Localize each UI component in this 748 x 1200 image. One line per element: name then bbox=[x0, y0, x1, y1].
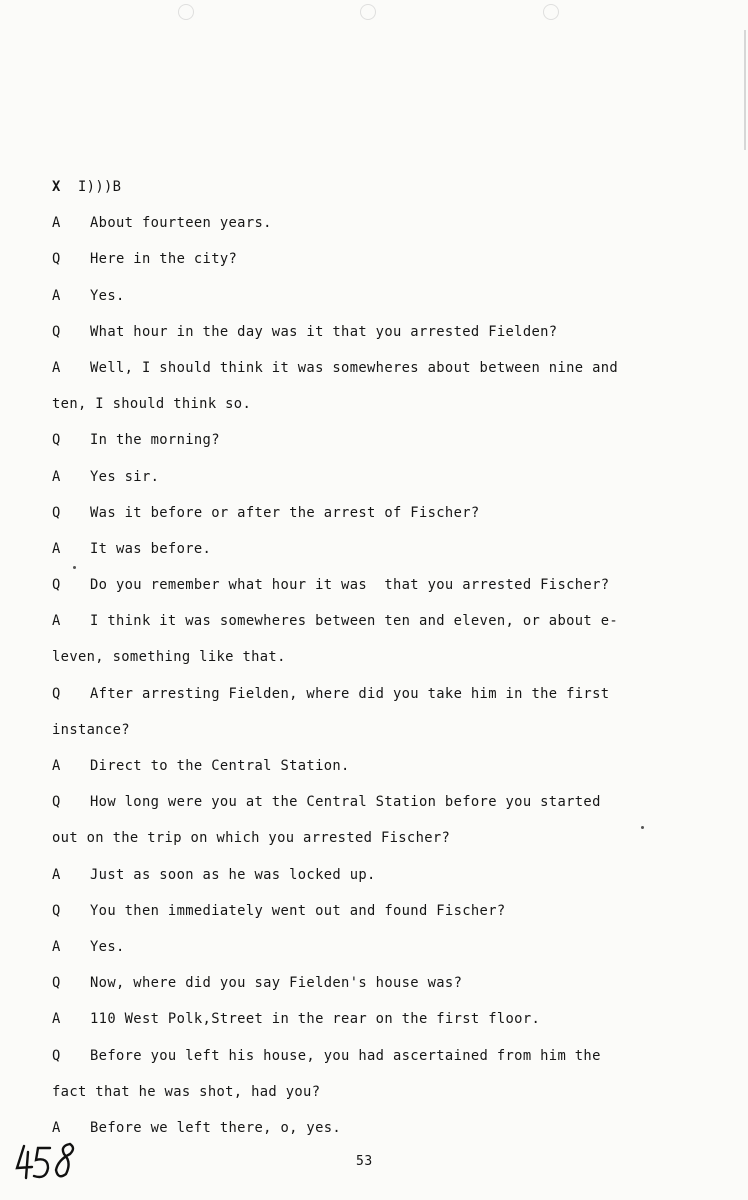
line-text: ten, I should think so. bbox=[52, 396, 252, 413]
speaker-label: Q bbox=[52, 685, 61, 702]
transcript-line bbox=[52, 974, 682, 1010]
line-text: instance? bbox=[52, 721, 130, 738]
transcript-line bbox=[52, 431, 682, 467]
speaker-label: A bbox=[52, 866, 61, 883]
line-text: Direct to the Central Station. bbox=[90, 758, 350, 774]
line-text: You then immediately went out and found Fischer? bbox=[90, 902, 506, 919]
transcript-line bbox=[52, 468, 682, 504]
line-text: Yes. bbox=[90, 938, 125, 955]
line-text: Was it before or after the arrest of Fischer? bbox=[90, 504, 480, 521]
transcript-line bbox=[52, 793, 682, 829]
ink-speck bbox=[641, 826, 644, 829]
line-text: It was before. bbox=[90, 540, 212, 557]
header-mark: X bbox=[52, 179, 61, 195]
transcript-line bbox=[52, 214, 682, 250]
speaker-label: A bbox=[52, 1119, 61, 1136]
speaker-label: A bbox=[52, 215, 61, 232]
line-text: Before we left there, o, yes. bbox=[90, 1119, 342, 1136]
speaker-label: Q bbox=[52, 577, 61, 594]
transcript-line bbox=[52, 359, 682, 395]
line-text: Well, I should think it was somewheres about between nine and bbox=[90, 359, 619, 376]
line-text: After arresting Fielden, where did you take him in the first bbox=[90, 685, 610, 702]
line-text: out on the trip on which you arrested Fischer? bbox=[52, 830, 451, 847]
transcript-line bbox=[52, 504, 682, 540]
line-text: Yes sir. bbox=[90, 468, 160, 485]
transcript-line bbox=[52, 1119, 682, 1155]
header-code: I)))B bbox=[78, 179, 122, 195]
speaker-label: Q bbox=[52, 975, 61, 992]
line-text: Yes. bbox=[90, 287, 125, 304]
page-number: 53 bbox=[356, 1154, 373, 1169]
page-edge-shadow bbox=[744, 30, 746, 150]
line-text: How long were you at the Central Station before you started bbox=[90, 794, 601, 811]
transcript-line bbox=[52, 1083, 682, 1119]
line-text: Just as soon as he was locked up. bbox=[90, 866, 376, 883]
speaker-label: Q bbox=[52, 251, 61, 268]
transcript-line bbox=[52, 721, 682, 757]
line-text: Here in the city? bbox=[90, 251, 238, 268]
transcript-line bbox=[52, 576, 682, 612]
transcript-line bbox=[52, 323, 682, 359]
line-text: leven, something like that. bbox=[52, 649, 286, 666]
speaker-label: Q bbox=[52, 504, 61, 521]
transcript-line bbox=[52, 829, 682, 865]
transcript-line bbox=[52, 250, 682, 286]
transcript-header-line bbox=[52, 178, 682, 214]
speaker-label: Q bbox=[52, 1047, 61, 1064]
speaker-label: A bbox=[52, 758, 61, 774]
punch-holes bbox=[0, 4, 748, 24]
speaker-label: A bbox=[52, 613, 61, 630]
line-text: Now, where did you say Fielden's house was? bbox=[90, 975, 463, 992]
handwritten-page-number bbox=[14, 1140, 84, 1186]
punch-hole bbox=[543, 4, 559, 20]
transcript-line bbox=[52, 757, 682, 793]
transcript-body bbox=[52, 178, 682, 1155]
transcript-line bbox=[52, 395, 682, 431]
speaker-label: Q bbox=[52, 794, 61, 811]
line-text: In the morning? bbox=[90, 432, 220, 449]
transcript-line bbox=[52, 540, 682, 576]
ink-speck bbox=[73, 566, 76, 569]
speaker-label: Q bbox=[52, 902, 61, 919]
transcript-line bbox=[52, 287, 682, 323]
speaker-label: A bbox=[52, 938, 61, 955]
transcript-line bbox=[52, 685, 682, 721]
line-text: 110 West Polk,Street in the rear on the first floor. bbox=[90, 1011, 541, 1028]
speaker-label: A bbox=[52, 540, 61, 557]
speaker-label: A bbox=[52, 468, 61, 485]
speaker-label: Q bbox=[52, 323, 61, 340]
line-text: About fourteen years. bbox=[90, 215, 272, 232]
line-text: Do you remember what hour it was that you arrested Fischer? bbox=[90, 577, 610, 594]
transcript-line bbox=[52, 1010, 682, 1046]
line-text: I think it was somewheres between ten and eleven, or about e- bbox=[90, 613, 619, 630]
transcript-line bbox=[52, 938, 682, 974]
line-text: Before you left his house, you had ascertained from him the bbox=[90, 1047, 601, 1064]
line-text: What hour in the day was it that you arrested Fielden? bbox=[90, 323, 558, 340]
transcript-line bbox=[52, 612, 682, 648]
punch-hole bbox=[360, 4, 376, 20]
speaker-label: Q bbox=[52, 432, 61, 449]
speaker-label: A bbox=[52, 287, 61, 304]
line-text: fact that he was shot, had you? bbox=[52, 1083, 321, 1100]
transcript-line bbox=[52, 902, 682, 938]
transcript-line bbox=[52, 648, 682, 684]
transcript-line bbox=[52, 866, 682, 902]
speaker-label: A bbox=[52, 1011, 61, 1028]
punch-hole bbox=[178, 4, 194, 20]
transcript-line bbox=[52, 1047, 682, 1083]
speaker-label: A bbox=[52, 359, 61, 376]
